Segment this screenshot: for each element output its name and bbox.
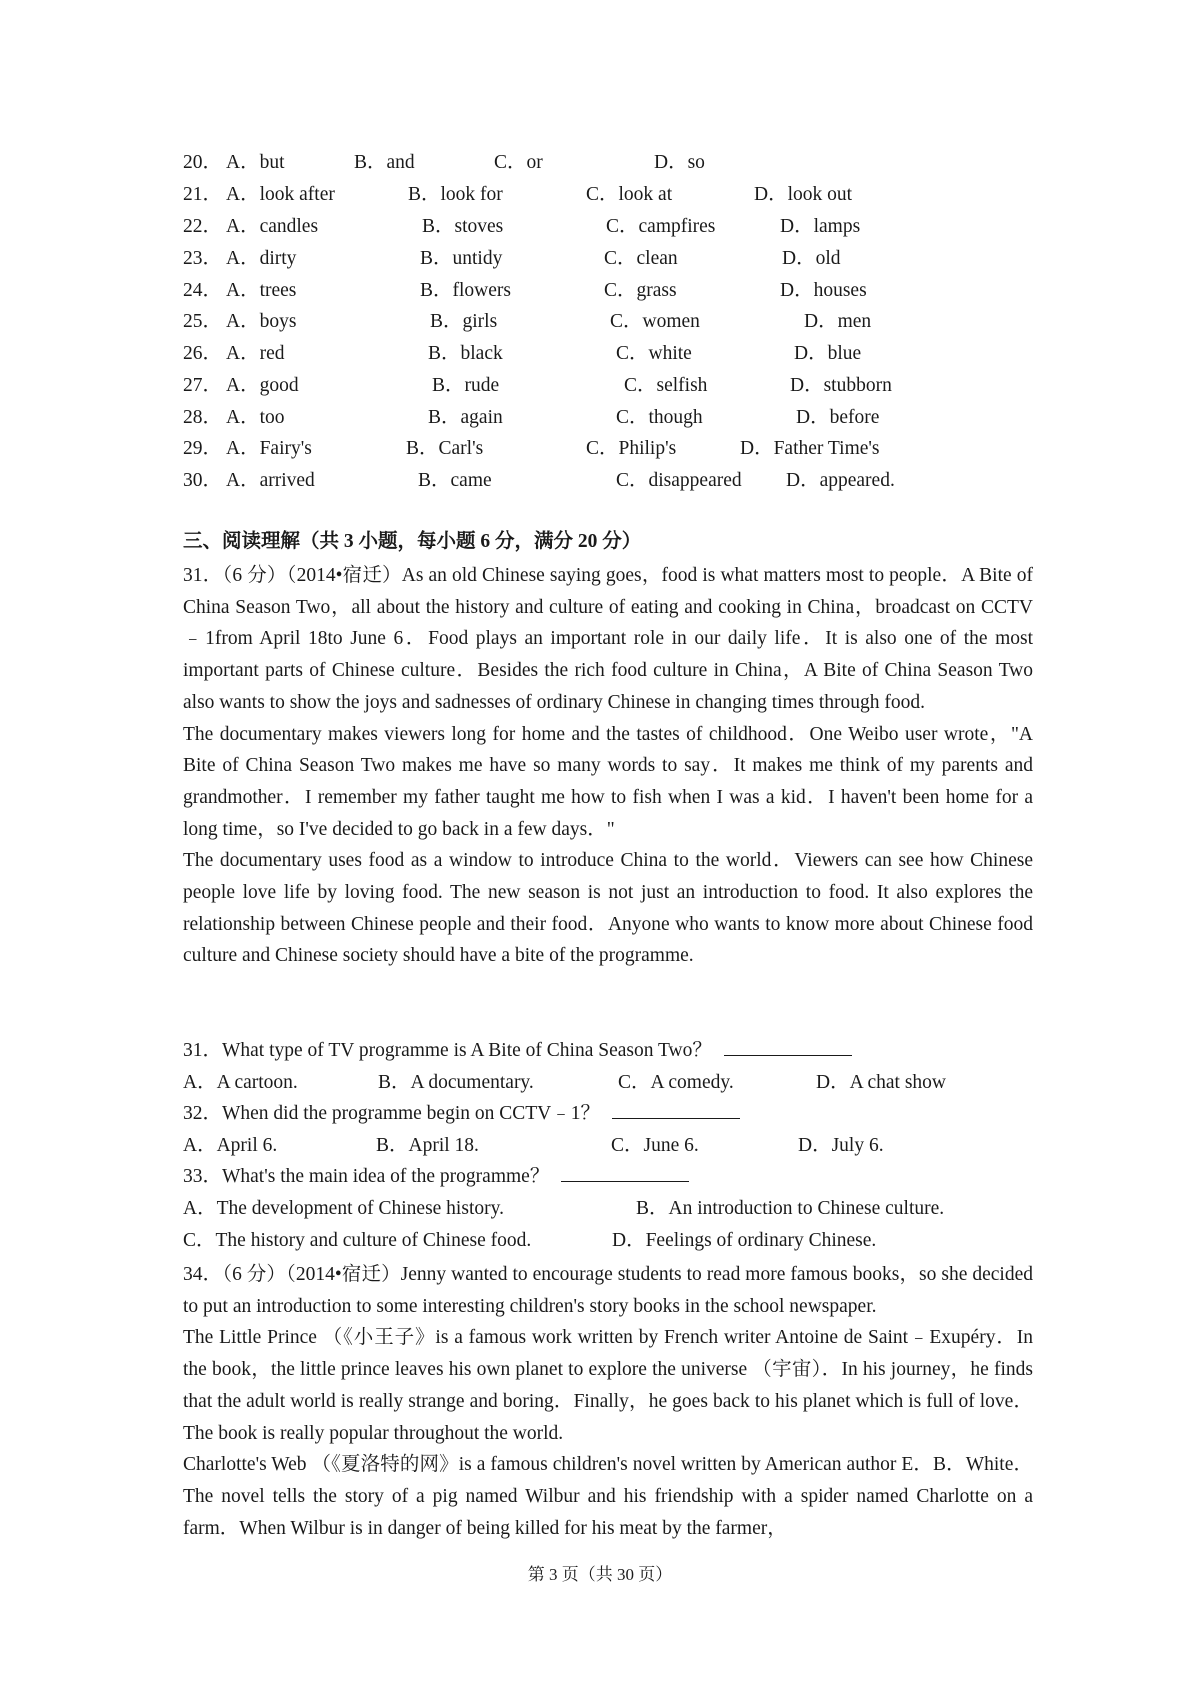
option-c: C．grass [604, 280, 677, 301]
option-b: B．An introduction to Chinese culture. [636, 1198, 945, 1219]
question-text: 32．When did the programme begin on CCTV﹣1？ [183, 1103, 601, 1124]
passage-paragraph: The documentary uses food as a window to introduce China to the world．Viewers can see how Chinese people love life by loving food. The new season is not just an introduction to food. It also explores the relationship between Chinese people and their food．Anyone who wants to know more about Chinese food culture and Chinese society should have a bite of the programme. [183, 850, 1033, 967]
option-a: A．A cartoon. [183, 1072, 298, 1093]
option-b: B．black [428, 343, 503, 364]
option-b: B．again [428, 407, 503, 428]
option-b: B．A documentary. [378, 1072, 534, 1093]
option-a: A．look after [226, 184, 335, 205]
passage-paragraph: 34．（6 分）（2014•宿迁）Jenny wanted to encourage students to read more famous books，so she decided to put an introduction to some interesting children's story books in the school newspaper. [183, 1264, 1033, 1317]
answer-blank[interactable] [561, 1163, 689, 1182]
option-b: B．look for [408, 184, 503, 205]
option-d: D．look out [754, 184, 853, 205]
option-a: A．red [226, 343, 285, 364]
option-b: B．Carl's [406, 438, 484, 459]
option-a: A．candles [226, 216, 319, 237]
option-d: D．July 6. [798, 1135, 884, 1156]
option-a: A．too [226, 407, 285, 428]
option-b: B．April 18. [376, 1135, 479, 1156]
option-c: C．Philip's [586, 438, 677, 459]
option-c: C．selfish [624, 375, 708, 396]
passage-paragraph: The Little Prince （《小王子》is a famous work written by French writer Antoine de Saint﹣Exupéry．In the book，the little prince leaves his own planet to explore the universe （宇宙）．In his journey，he finds that the adult world is really strange and boring．Finally，he goes back to his planet which is full of love．The book is really popular throughout the world. [183, 1327, 1033, 1444]
option-d: D．men [804, 311, 872, 332]
option-c: C．campfires [606, 216, 716, 237]
option-a: A．The development of Chinese history. [183, 1198, 504, 1219]
option-d: D．houses [780, 280, 867, 301]
question-number: 21． [183, 184, 223, 205]
question-number: 24． [183, 280, 223, 301]
option-a: A．good [226, 375, 299, 396]
option-d: D．before [796, 407, 880, 428]
section-heading: 三、阅读理解（共 3 小题，每小题 6 分，满分 20 分） [183, 531, 642, 552]
option-b: B．came [418, 470, 492, 491]
reading-passage-2 [183, 1259, 1033, 1544]
question-31 [183, 1037, 852, 1065]
option-b: B．untidy [420, 248, 503, 269]
option-c: C．women [610, 311, 700, 332]
question-number: 22． [183, 216, 223, 237]
answer-blank[interactable] [612, 1100, 740, 1119]
passage-paragraph: Charlotte's Web （《夏洛特的网》is a famous children's novel written by American author E．B．White．The novel tells the story of a pig named Wilbur and his friendship with a spider named Charlotte on a farm．When Wilbur is in danger of being killed for his meat by the farmer， [183, 1454, 1033, 1539]
option-d: D．Feelings of ordinary Chinese. [612, 1230, 877, 1251]
question-text: 33．What's the main idea of the programme？ [183, 1166, 550, 1187]
question-number: 29． [183, 438, 223, 459]
option-c: C．The history and culture of Chinese food. [183, 1230, 532, 1251]
answer-blank[interactable] [724, 1037, 852, 1056]
reading-passage-1 [183, 560, 1033, 972]
option-d: D．so [654, 152, 705, 173]
question-number: 28． [183, 407, 223, 428]
option-a: A．April 6. [183, 1135, 278, 1156]
option-a: A．Fairy's [226, 438, 312, 459]
passage-paragraph: 31．（6 分）（2014•宿迁）As an old Chinese saying goes，food is what matters most to people．A Bite of China Season Two，all about the history and culture of eating and cooking in China，broadcast on CCTV﹣1from April 18to June 6．Food plays an important role in our daily life．It is also one of the most important parts of Chinese culture．Besides the rich food culture in China，A Bite of China Season Two also wants to show the joys and sadnesses of ordinary Chinese in changing times through food. [183, 565, 1033, 713]
option-d: D．old [782, 248, 841, 269]
option-a: A．boys [226, 311, 297, 332]
question-number: 23． [183, 248, 223, 269]
question-number: 30． [183, 470, 223, 491]
option-b: B．flowers [420, 280, 511, 301]
option-a: A．trees [226, 280, 297, 301]
option-b: B．stoves [422, 216, 504, 237]
question-text: 31．What type of TV programme is A Bite of China Season Two？ [183, 1040, 712, 1061]
option-b: B．and [354, 152, 415, 173]
question-number: 20． [183, 152, 223, 173]
question-number: 27． [183, 375, 223, 396]
option-c: C．though [616, 407, 703, 428]
passage-paragraph: The documentary makes viewers long for home and the tastes of childhood．One Weibo user wrote，"A Bite of China Season Two makes me have so many words to say．It makes me think of my parents and grandmother．I remember my father taught me how to fish when I was a kid．I haven't been home for a long time，so I've decided to go back in a few days．" [183, 723, 1033, 840]
option-d: D．A chat show [816, 1072, 946, 1093]
question-33 [183, 1163, 689, 1191]
option-c: C．or [494, 152, 543, 173]
option-c: C．June 6. [611, 1135, 699, 1156]
question-32 [183, 1100, 740, 1128]
option-c: C．clean [604, 248, 678, 269]
option-b: B．girls [430, 311, 498, 332]
option-c: C．white [616, 343, 692, 364]
question-number: 26． [183, 343, 223, 364]
page-footer: 第 3 页（共 30 页） [527, 1565, 673, 1584]
option-a: A．arrived [226, 470, 315, 491]
option-d: D．Father Time's [740, 438, 880, 459]
option-d: D．blue [794, 343, 862, 364]
option-b: B．rude [432, 375, 500, 396]
option-a: A．but [226, 152, 285, 173]
question-number: 25． [183, 311, 223, 332]
option-c: C．look at [586, 184, 673, 205]
option-c: C．disappeared [616, 470, 742, 491]
option-d: D．lamps [780, 216, 861, 237]
option-d: D．appeared. [786, 470, 895, 491]
option-a: A．dirty [226, 248, 297, 269]
option-c: C．A comedy. [618, 1072, 734, 1093]
option-d: D．stubborn [790, 375, 892, 396]
